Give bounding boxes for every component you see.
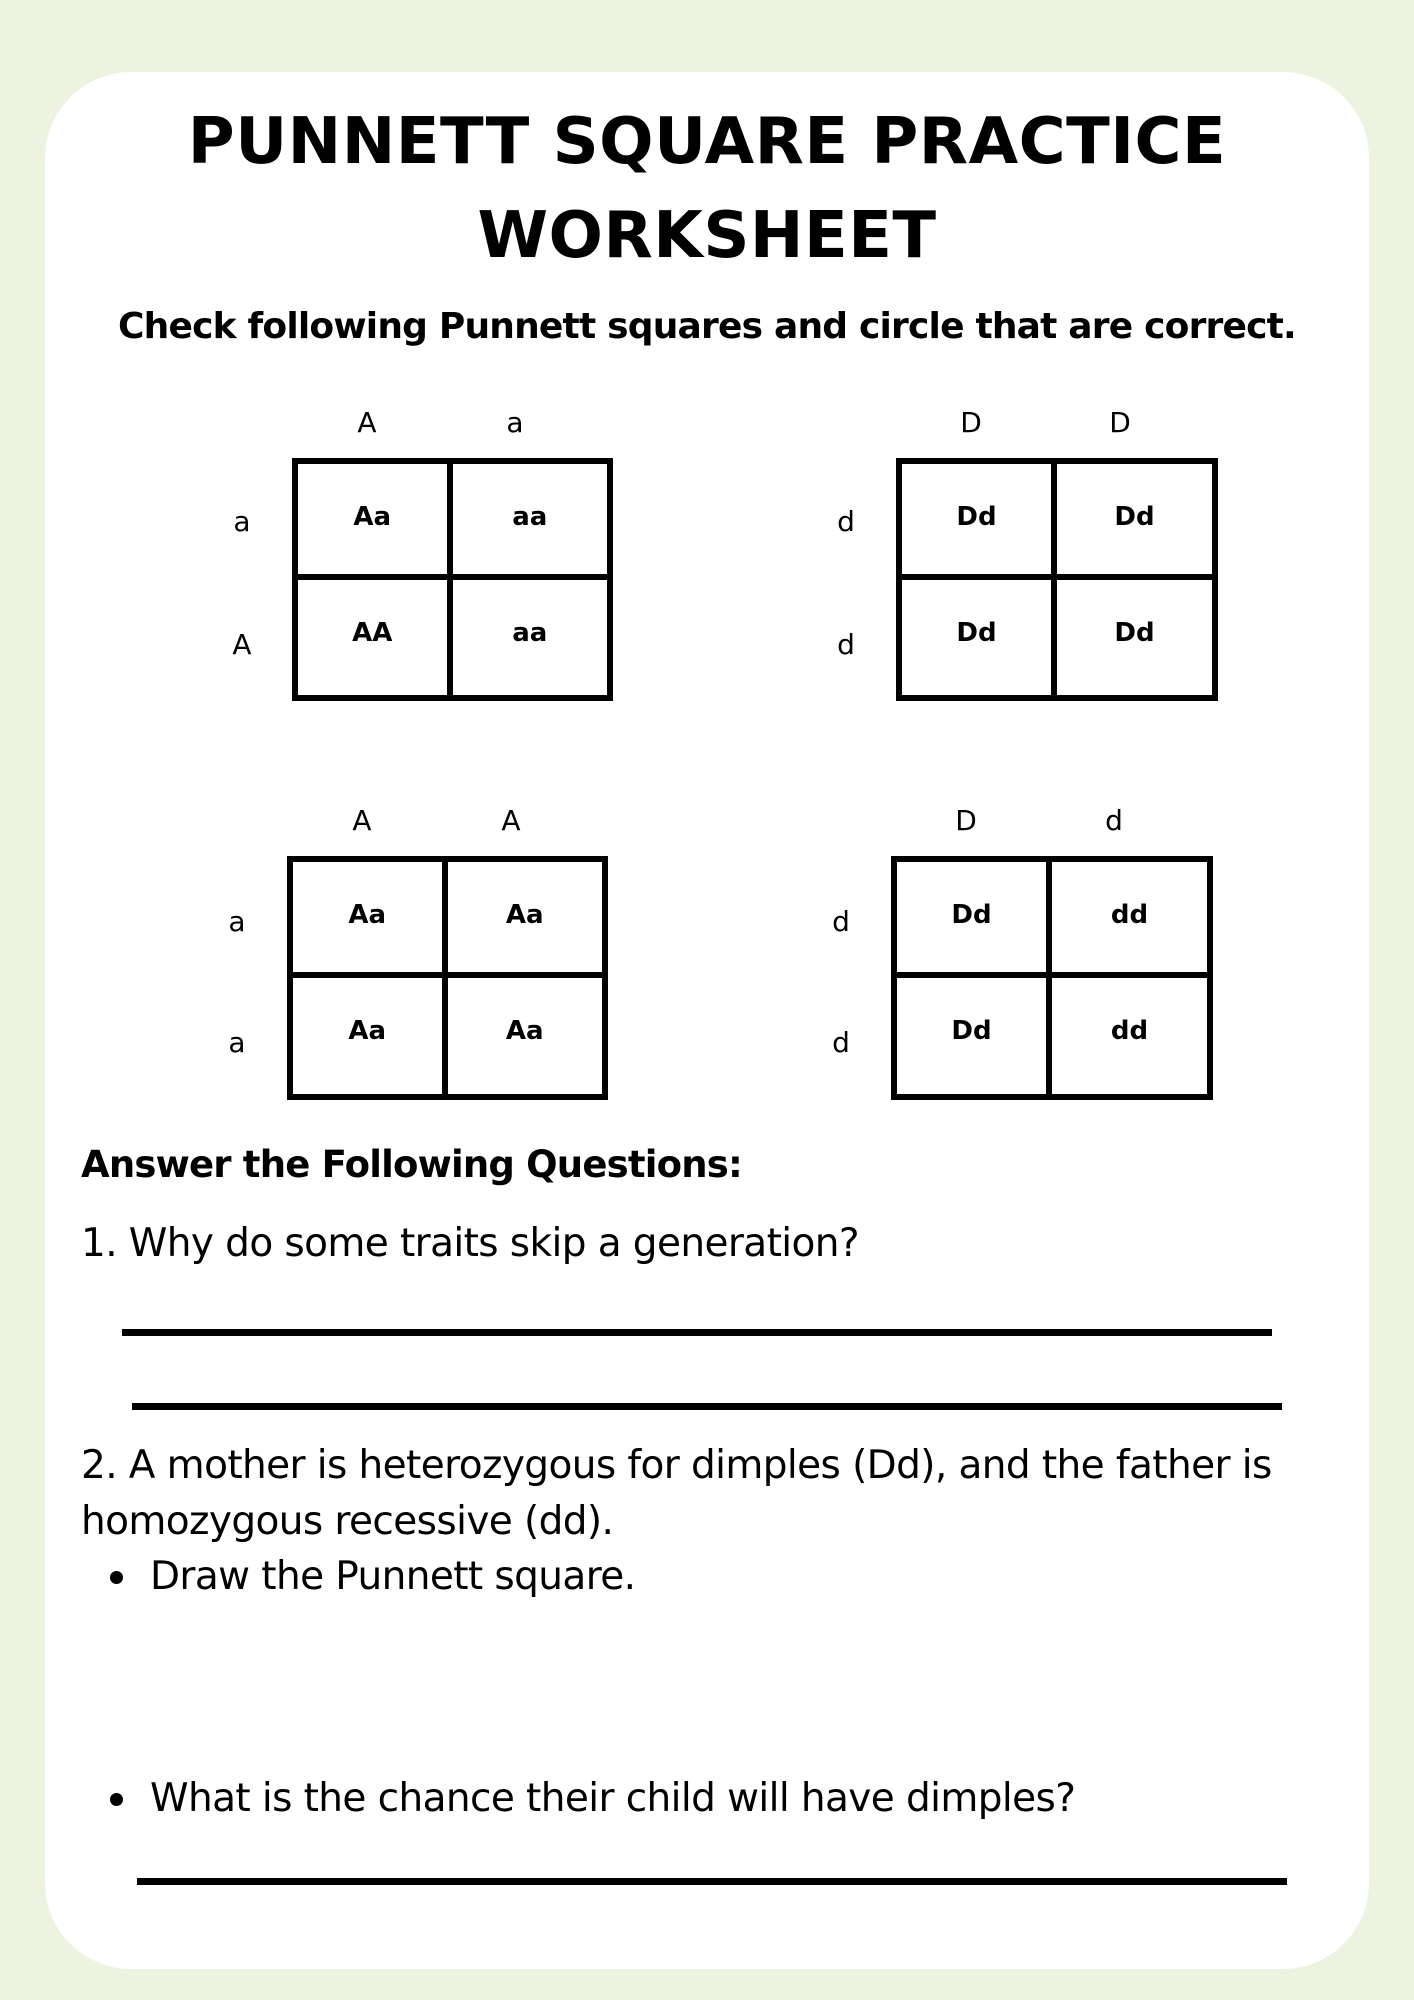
grid-cell: Aa: [448, 862, 603, 978]
top-allele: D: [960, 406, 982, 439]
grid-cell: Aa: [293, 862, 448, 978]
side-allele: d: [832, 905, 850, 938]
punnett-drawing-area[interactable]: [150, 1610, 1300, 1760]
top-allele: A: [352, 804, 372, 837]
top-allele: D: [1109, 406, 1131, 439]
side-allele: a: [233, 505, 251, 538]
grid-cell: Aa: [298, 464, 453, 580]
grid-cell: Dd: [897, 862, 1052, 978]
grid-cell: AA: [298, 580, 453, 696]
punnett-grid[interactable]: [891, 856, 1213, 1100]
question-2-line2: homozygous recessive (dd).: [81, 1499, 614, 1544]
grid-cell: dd: [1110, 1016, 1149, 1046]
side-allele: a: [228, 1026, 246, 1059]
top-allele: D: [955, 804, 977, 837]
answer-line-q2[interactable]: [137, 1878, 1287, 1885]
grid-cell: Aa: [293, 978, 448, 1094]
grid-cell: dd: [1052, 862, 1207, 978]
punnett-grid[interactable]: [287, 856, 608, 1100]
grid-cell: Dd: [1114, 617, 1155, 648]
side-allele: d: [832, 1026, 850, 1059]
question-2-line1: 2. A mother is heterozygous for dimples (Dd), and the father is: [81, 1443, 1272, 1488]
bullet-icon: [110, 1571, 123, 1584]
top-allele: A: [357, 406, 377, 439]
side-allele: d: [837, 628, 855, 661]
instruction-text: Check following Punnett squares and circle that are correct.: [118, 306, 1296, 347]
question-1: 1. Why do some traits skip a generation?: [81, 1221, 859, 1266]
punnett-grid[interactable]: [896, 458, 1218, 701]
grid-cell: Dd: [897, 978, 1052, 1094]
side-allele: d: [837, 505, 855, 538]
punnett-grid[interactable]: [292, 458, 613, 701]
top-allele: a: [506, 406, 524, 439]
grid-cell: Dd: [1057, 464, 1212, 580]
top-allele: d: [1105, 804, 1123, 837]
question-2-bullet-1: Draw the Punnett square.: [150, 1554, 636, 1599]
page-title-line1: PUNNETT SQUARE PRACTICE: [187, 105, 1227, 179]
bullet-icon: [110, 1793, 123, 1806]
question-2-bullet-2: What is the chance their child will have dimples?: [150, 1776, 1076, 1821]
page-title-line2: WORKSHEET: [477, 199, 937, 273]
answer-line-q1-2[interactable]: [132, 1403, 1282, 1410]
grid-cell: Aa: [505, 1016, 544, 1046]
side-allele: A: [232, 628, 252, 661]
answer-line-q1-1[interactable]: [122, 1329, 1272, 1336]
grid-cell: aa: [512, 617, 548, 648]
grid-cell: aa: [453, 464, 608, 580]
questions-heading: Answer the Following Questions:: [81, 1143, 743, 1186]
grid-cell: Dd: [902, 580, 1057, 696]
side-allele: a: [228, 905, 246, 938]
top-allele: A: [501, 804, 521, 837]
grid-cell: Dd: [902, 464, 1057, 580]
